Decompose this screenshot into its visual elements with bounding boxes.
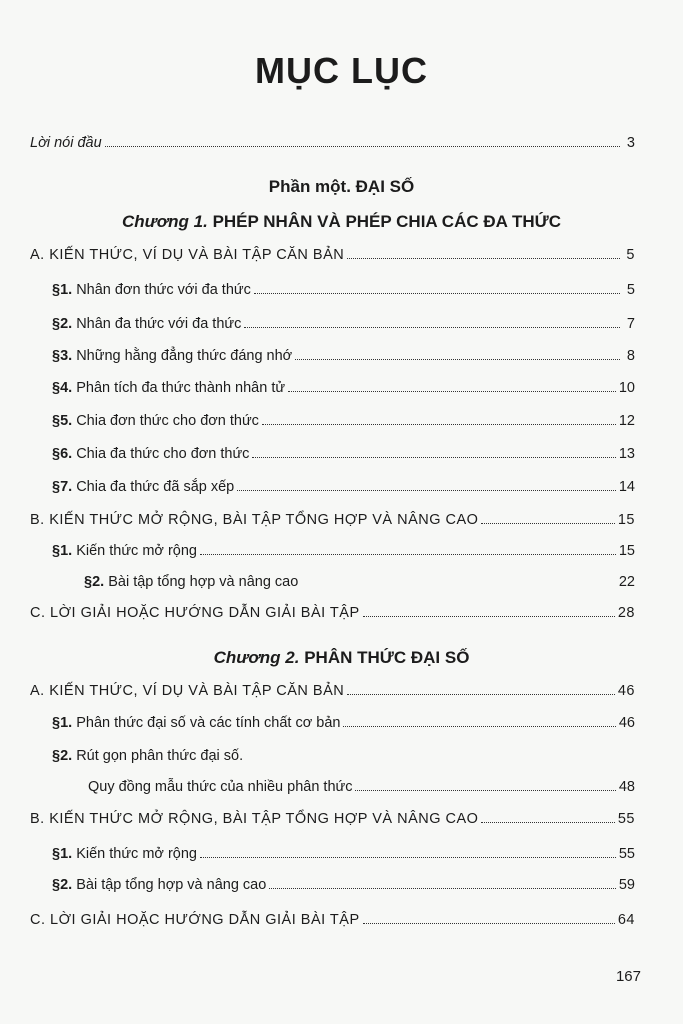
- entry-page: 55: [618, 846, 635, 862]
- entry-label: §7. Chia đa thức đã sắp xếp: [52, 479, 235, 495]
- toc-section-a: [30, 682, 635, 700]
- entry-page: 59: [618, 877, 635, 893]
- entry-label: §1. Kiến thức mở rộng: [52, 846, 197, 862]
- entry-label: B. KIẾN THỨC MỞ RỘNG, BÀI TẬP TỔNG HỢP VÀ NÂNG CAO: [30, 512, 479, 528]
- dot-leader: [347, 682, 615, 695]
- entry-label: §1. Kiến thức mở rộng: [52, 543, 197, 559]
- toc-section-c: [30, 604, 635, 622]
- toc-entry: [52, 478, 635, 496]
- toc-entry: [52, 445, 635, 463]
- entry-page: 55: [617, 811, 635, 827]
- toc-entry: [52, 542, 635, 560]
- entry-page: 13: [618, 446, 635, 462]
- entry-label: §2. Bài tập tổng hợp và nâng cao: [52, 877, 267, 893]
- entry-label: §2. Rút gọn phân thức đại số.: [52, 748, 244, 764]
- dot-leader: [481, 810, 614, 823]
- toc-entry: [84, 573, 635, 591]
- entry-page: 10: [618, 380, 635, 396]
- dot-leader: [343, 714, 615, 727]
- toc-entry: [52, 714, 635, 732]
- dot-leader: [244, 315, 620, 328]
- chapter-name: PHÉP NHÂN VÀ PHÉP CHIA CÁC ĐA THỨC: [212, 212, 562, 231]
- entry-label: §3. Những hằng đẳng thức đáng nhớ: [52, 348, 293, 364]
- toc-section-b: [30, 810, 635, 828]
- toc-entry: [52, 281, 635, 299]
- entry-page: 14: [618, 479, 635, 495]
- toc-entry-intro: [30, 134, 635, 152]
- entry-label: §1. Phân thức đại số và các tính chất cơ bản: [52, 715, 341, 731]
- entry-label: §6. Chia đa thức cho đơn thức: [52, 446, 250, 462]
- entry-label: A. KIẾN THỨC, VÍ DỤ VÀ BÀI TẬP CĂN BẢN: [30, 683, 345, 699]
- dot-leader: [262, 412, 616, 425]
- toc-entry: [52, 876, 635, 894]
- entry-label: C. LỜI GIẢI HOẶC HƯỚNG DẪN GIẢI BÀI TẬP: [30, 605, 360, 621]
- entry-page: 15: [617, 512, 635, 528]
- chapter-name: PHÂN THỨC ĐẠI SỐ: [304, 648, 470, 667]
- entry-page: 46: [617, 683, 635, 699]
- entry-label: §2. Nhân đa thức với đa thức: [52, 316, 242, 332]
- toc-section-b: [30, 511, 635, 529]
- chapter-1-heading: [0, 212, 683, 232]
- entry-page: 5: [626, 282, 635, 298]
- toc-section-c: [30, 911, 635, 929]
- entry-label: A. KIẾN THỨC, VÍ DỤ VÀ BÀI TẬP CĂN BẢN: [30, 247, 345, 263]
- toc-entry: [52, 412, 635, 430]
- entry-page: 5: [626, 247, 635, 263]
- dot-leader: [347, 246, 620, 259]
- dot-leader: [301, 573, 616, 586]
- dot-leader: [252, 445, 615, 458]
- entry-page: 8: [626, 348, 635, 364]
- dot-leader: [200, 542, 616, 555]
- entry-page: 7: [626, 316, 635, 332]
- entry-page: 15: [618, 543, 635, 559]
- dot-leader: [481, 511, 614, 524]
- entry-page: 12: [618, 413, 635, 429]
- dot-leader: [237, 478, 616, 491]
- entry-page: 48: [618, 779, 635, 795]
- dot-leader: [200, 845, 616, 858]
- page-title: MỤC LỤC: [255, 50, 428, 91]
- entry-label: §5. Chia đơn thức cho đơn thức: [52, 413, 259, 429]
- entry-label: Lời nói đầu: [30, 135, 102, 151]
- dot-leader: [295, 347, 620, 360]
- part-heading: Phần một. ĐẠI SỐ: [268, 177, 415, 196]
- entry-page: 64: [617, 912, 635, 928]
- toc-entry: [52, 315, 635, 333]
- toc-entry: [52, 379, 635, 397]
- entry-page: 46: [618, 715, 635, 731]
- dot-leader: [363, 911, 615, 924]
- entry-label: B. KIẾN THỨC MỞ RỘNG, BÀI TẬP TỔNG HỢP VÀ NÂNG CAO: [30, 811, 479, 827]
- entry-label: §2. Bài tập tổng hợp và nâng cao: [84, 574, 299, 590]
- entry-label: Quy đồng mẫu thức của nhiều phân thức: [88, 779, 353, 795]
- entry-label: §4. Phân tích đa thức thành nhân tử: [52, 380, 286, 396]
- dot-leader: [269, 876, 616, 889]
- entry-page: 22: [618, 574, 635, 590]
- dot-leader: [254, 281, 620, 294]
- chapter-number: Chương 1.: [121, 212, 208, 231]
- toc-entry: [52, 347, 635, 365]
- toc-section-a: [30, 246, 635, 264]
- entry-label: §1. Nhân đơn thức với đa thức: [52, 282, 251, 298]
- dot-leader: [363, 604, 615, 617]
- entry-page: 28: [617, 605, 635, 621]
- dot-leader: [288, 379, 616, 392]
- toc-entry: [52, 845, 635, 863]
- dot-leader: [355, 778, 615, 791]
- page-number: 167: [615, 968, 641, 985]
- toc-entry-continuation: [88, 778, 635, 796]
- dot-leader: [105, 134, 620, 147]
- chapter-2-heading: [0, 648, 683, 668]
- chapter-number: Chương 2.: [213, 648, 300, 667]
- entry-label: C. LỜI GIẢI HOẶC HƯỚNG DẪN GIẢI BÀI TẬP: [30, 912, 360, 928]
- entry-page: 3: [626, 135, 635, 151]
- toc-entry: [52, 747, 243, 765]
